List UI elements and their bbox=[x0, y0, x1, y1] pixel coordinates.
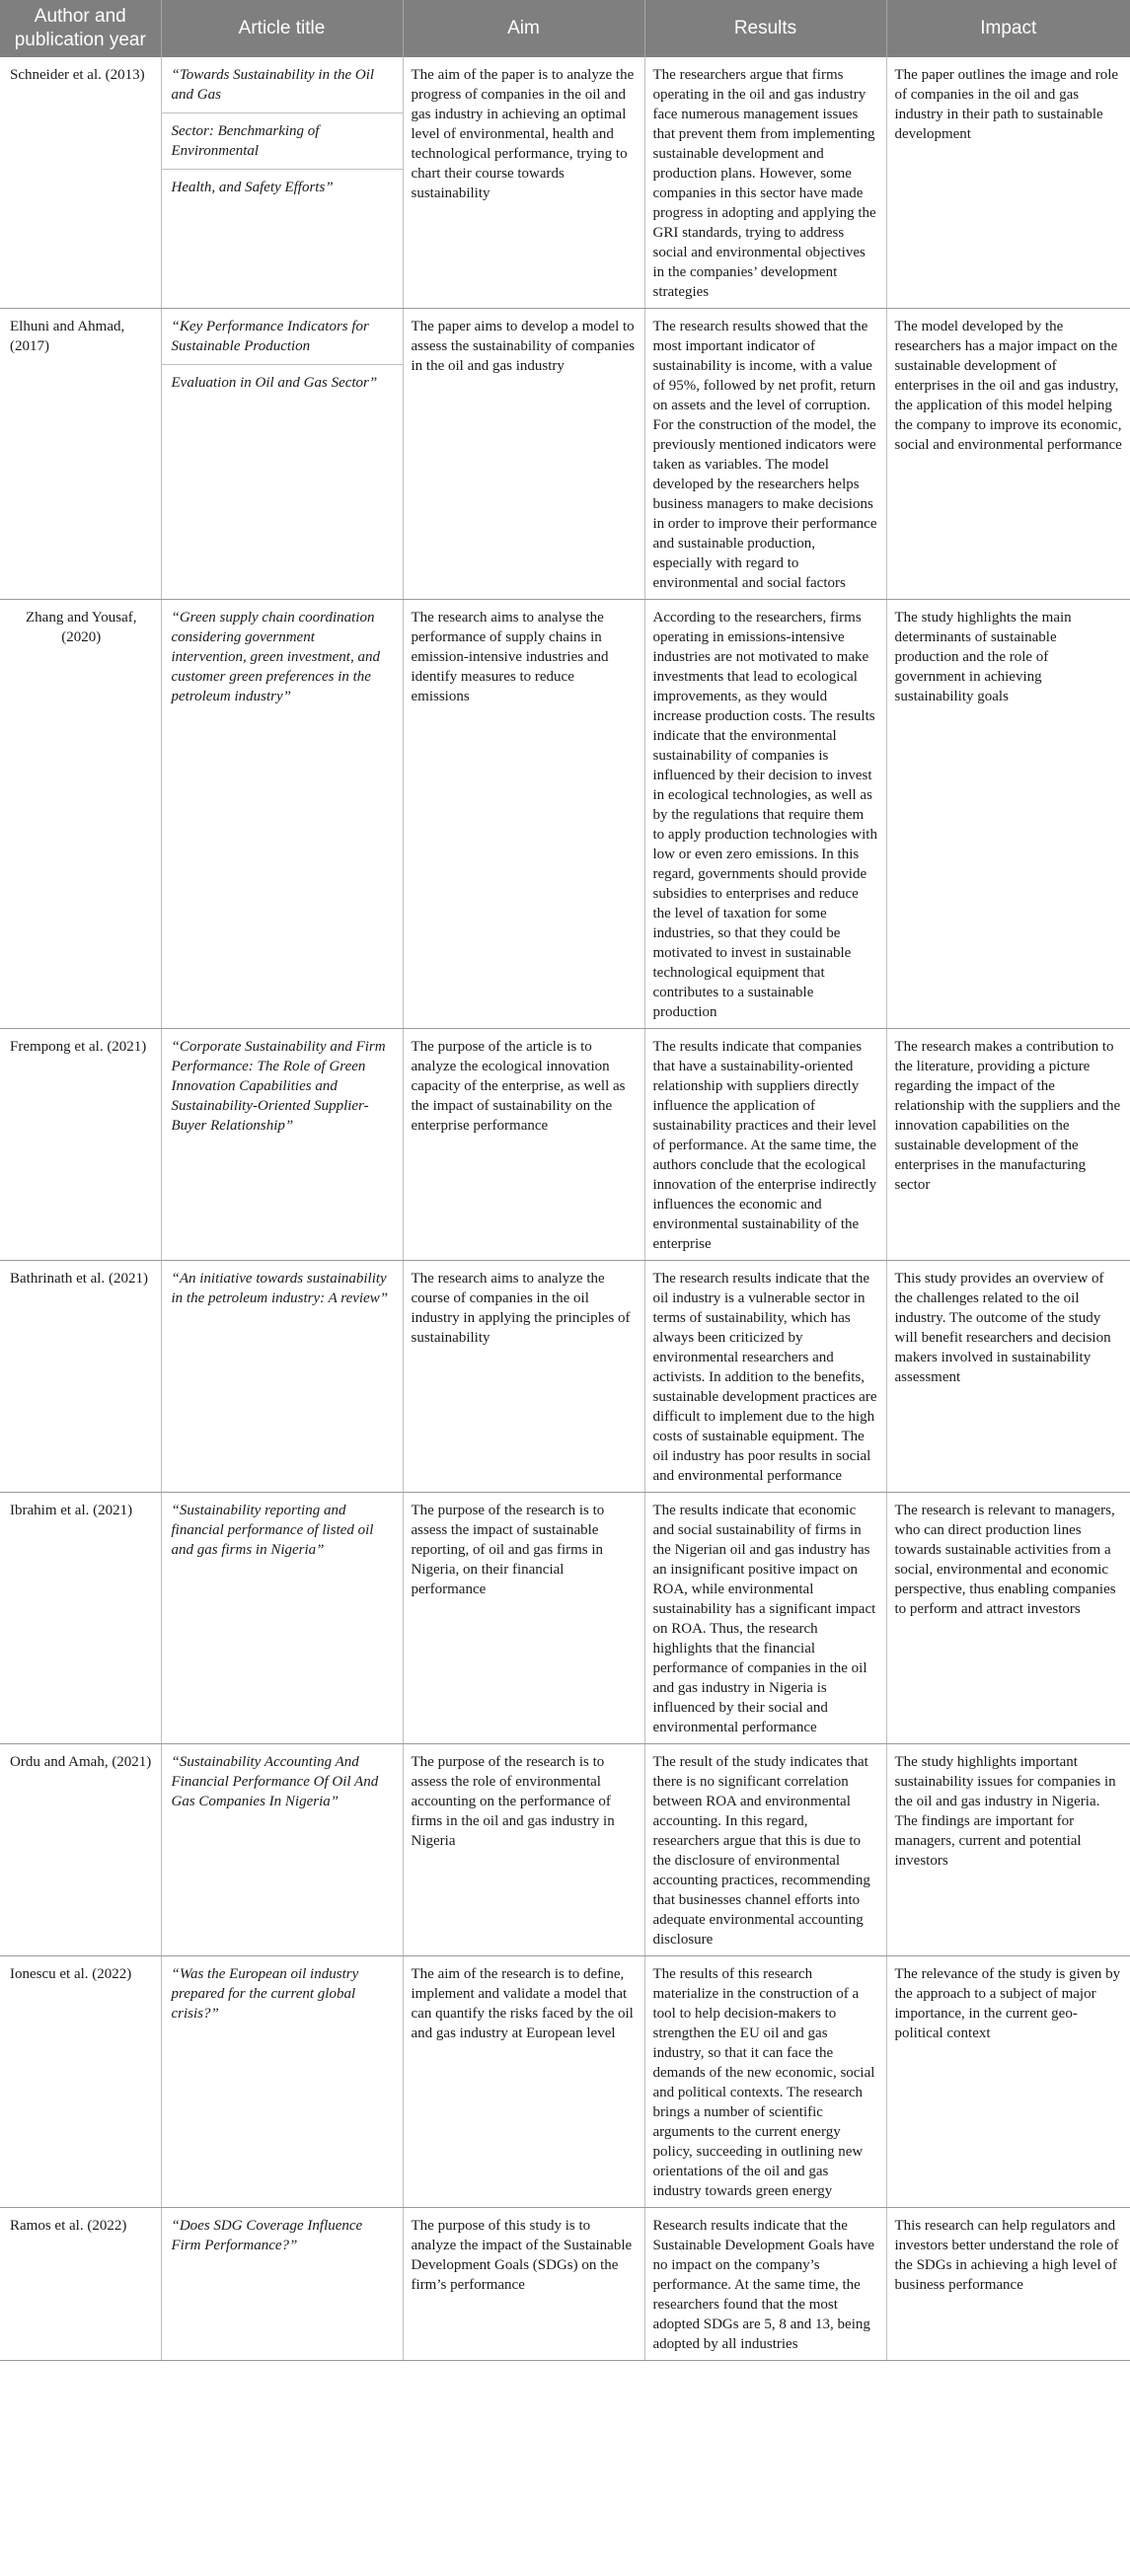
title-cell bbox=[161, 1956, 403, 2208]
table-row bbox=[0, 1744, 1130, 1956]
impact-cell: The paper outlines the image and role of companies in the oil and gas industry in their path to sustainable development bbox=[886, 57, 1130, 309]
table-row bbox=[0, 600, 1130, 1029]
title-cell bbox=[161, 1493, 403, 1744]
header-row bbox=[0, 0, 1130, 57]
author-cell: Bathrinath et al. (2021) bbox=[0, 1261, 161, 1493]
title-cell bbox=[161, 57, 403, 309]
aim-cell: The aim of the research is to define, implement and validate a model that can quantify the risks faced by the oil and gas industry at European level bbox=[403, 1956, 644, 2208]
impact-cell: The model developed by the researchers has a major impact on the sustainable development of enterprises in the oil and gas industry, the application of this model helping the company to improve its economic, social and environmental performance bbox=[886, 309, 1130, 600]
results-cell: Research results indicate that the Sustainable Development Goals have no impact on the company’s performance. At the same time, the researchers found that the most adopted SDGs are 5, 8 and 13, being adopted by all industries bbox=[644, 2208, 886, 2361]
aim-cell: The research aims to analyse the performance of supply chains in emission-intensive industries and identify measures to reduce emissions bbox=[403, 600, 644, 1029]
impact-cell: The study highlights the main determinants of sustainable production and the role of government in achieving sustainability goals bbox=[886, 600, 1130, 1029]
table-row bbox=[0, 57, 1130, 309]
title-cell bbox=[161, 1744, 403, 1956]
header-results: Results bbox=[644, 0, 886, 57]
results-cell: According to the researchers, firms operating in emissions-intensive industries are not motivated to make investments that lead to ecological improvements, as they would increase production costs. The results indicate that the environmental sustainability of companies is influenced by their decision to invest in ecological technologies, as well as by the regulations that require them to apply production technologies with low or even zero emissions. In this regard, governments should provide subsidies to enterprises and reduce the level of taxation for some industries, so that they could be motivated to invest in sustainable technological equipment that contributes to a sustainable production bbox=[644, 600, 886, 1029]
header-impact: Impact bbox=[886, 0, 1130, 57]
author-cell: Zhang and Yousaf, (2020) bbox=[0, 600, 161, 1029]
author-cell: Frempong et al. (2021) bbox=[0, 1029, 161, 1261]
results-cell: The result of the study indicates that there is no significant correlation between ROA and environmental accounting. In this regard, researchers argue that this is due to the disclosure of environmental accounting practices, recommending that businesses channel efforts into adequate environmental accounting disclosure bbox=[644, 1744, 886, 1956]
title-cell bbox=[161, 1029, 403, 1261]
impact-cell: The research makes a contribution to the literature, providing a picture regarding the impact of the relationship with the suppliers and the innovation capabilities on the sustainable development of the enterprises in the manufacturing sector bbox=[886, 1029, 1130, 1261]
title-part: “Was the European oil industry prepared for the current global crisis?” bbox=[171, 1966, 359, 2022]
author-cell: Ramos et al. (2022) bbox=[0, 2208, 161, 2361]
title-part: Sector: Benchmarking of Environmental bbox=[162, 112, 403, 169]
table-body bbox=[0, 57, 1130, 2361]
impact-cell: This study provides an overview of the challenges related to the oil industry. The outcome of the study will benefit researchers and decision makers involved in sustainability assessment bbox=[886, 1261, 1130, 1493]
aim-cell: The purpose of the research is to assess the role of environmental accounting on the performance of firms in the oil and gas industry in Nigeria bbox=[403, 1744, 644, 1956]
title-part: “Corporate Sustainability and Firm Performance: The Role of Green Innovation Capabilities and Sustainability-Oriented Supplier-Buyer Relationship” bbox=[171, 1039, 386, 1134]
table-row bbox=[0, 309, 1130, 600]
impact-cell: The relevance of the study is given by the approach to a subject of major importance, in the current geo-political context bbox=[886, 1956, 1130, 2208]
results-cell: The results of this research materialize in the construction of a tool to help decision-makers to strengthen the EU oil and gas industry, so that it can face the demands of the new economic, social and political contexts. The research brings a number of scientific arguments to the current energy policy, succeeding in outlining new orientations of the oil and gas industry towards green energy bbox=[644, 1956, 886, 2208]
header-aim: Aim bbox=[403, 0, 644, 57]
author-cell: Elhuni and Ahmad, (2017) bbox=[0, 309, 161, 600]
header-author: Author and publication year bbox=[0, 0, 161, 57]
title-part: “Does SDG Coverage Influence Firm Performance?” bbox=[171, 2218, 363, 2253]
table-row bbox=[0, 1261, 1130, 1493]
results-cell: The researchers argue that firms operating in the oil and gas industry face numerous management issues that prevent them from implementing sustainable development and production plans. However, some companies in this sector have made progress in adopting and applying the GRI standards, trying to address social and environmental objectives in the companies’ development strategies bbox=[644, 57, 886, 309]
title-part: Evaluation in Oil and Gas Sector” bbox=[162, 364, 403, 401]
title-part: “Towards Sustainability in the Oil and Gas bbox=[171, 67, 375, 103]
aim-cell: The purpose of this study is to analyze the impact of the Sustainable Development Goals (SDGs) on the firm’s performance bbox=[403, 2208, 644, 2361]
title-part: “Green supply chain coordination considering government intervention, green investment, and customer green preferences in the petroleum industry” bbox=[171, 610, 380, 704]
table-row bbox=[0, 2208, 1130, 2361]
impact-cell: The research is relevant to managers, who can direct production lines towards sustainable activities from a social, environmental and economic perspective, thus enabling companies to perform and attract investors bbox=[886, 1493, 1130, 1744]
aim-cell: The aim of the paper is to analyze the progress of companies in the oil and gas industry in achieving an optimal level of environmental, health and technological performance, trying to chart their course towards sustainability bbox=[403, 57, 644, 309]
table-row bbox=[0, 1029, 1130, 1261]
impact-cell: This research can help regulators and investors better understand the role of the SDGs in achieving a high level of business performance bbox=[886, 2208, 1130, 2361]
author-cell: Ordu and Amah, (2021) bbox=[0, 1744, 161, 1956]
title-cell bbox=[161, 309, 403, 600]
author-cell: Ibrahim et al. (2021) bbox=[0, 1493, 161, 1744]
aim-cell: The purpose of the article is to analyze the ecological innovation capacity of the enterprise, as well as the impact of sustainability on the enterprise performance bbox=[403, 1029, 644, 1261]
table-row bbox=[0, 1956, 1130, 2208]
aim-cell: The purpose of the research is to assess the impact of sustainable reporting, of oil and gas firms in Nigeria, on their financial performance bbox=[403, 1493, 644, 1744]
author-cell: Ionescu et al. (2022) bbox=[0, 1956, 161, 2208]
table-header bbox=[0, 0, 1130, 57]
impact-cell: The study highlights important sustainability issues for companies in the oil and gas industry in Nigeria. The findings are important for managers, current and potential investors bbox=[886, 1744, 1130, 1956]
title-part: “Sustainability reporting and financial performance of listed oil and gas firms in Nigeria” bbox=[171, 1503, 374, 1558]
title-part: Health, and Safety Efforts” bbox=[162, 169, 403, 205]
title-part: “Sustainability Accounting And Financial Performance Of Oil And Gas Companies In Nigeria” bbox=[171, 1754, 379, 1809]
results-cell: The results indicate that economic and social sustainability of firms in the Nigerian oil and gas industry has an insignificant positive impact on ROA, while environmental sustainability has a significant impact on ROA. Thus, the research highlights that the financial performance of companies in the oil and gas industry in Nigeria is influenced by their social and environmental performance bbox=[644, 1493, 886, 1744]
title-part: “An initiative towards sustainability in the petroleum industry: A review” bbox=[171, 1271, 389, 1306]
aim-cell: The research aims to analyze the course of companies in the oil industry in applying the principles of sustainability bbox=[403, 1261, 644, 1493]
results-cell: The research results showed that the most important indicator of sustainability is income, with a value of 95%, followed by net profit, return on assets and the level of corruption. For the construction of the model, the previously mentioned indicators were taken as variables. The model developed by the researchers helps business managers to make decisions in order to improve their performance and sustainable production, especially with regard to environmental and social factors bbox=[644, 309, 886, 600]
title-cell bbox=[161, 600, 403, 1029]
results-cell: The results indicate that companies that have a sustainability-oriented relationship with suppliers directly influence the application of sustainability practices and their level of performance. At the same time, the authors conclude that the ecological innovation of the enterprise indirectly influences the economic and environmental sustainability of the enterprise bbox=[644, 1029, 886, 1261]
results-cell: The research results indicate that the oil industry is a vulnerable sector in terms of sustainability, which has always been criticized by environmental researchers and activists. In addition to the benefits, sustainable development practices are difficult to implement due to the high costs of sustainable equipment. The oil industry has poor results in social and environmental performance bbox=[644, 1261, 886, 1493]
table-row bbox=[0, 1493, 1130, 1744]
title-cell bbox=[161, 2208, 403, 2361]
author-cell: Schneider et al. (2013) bbox=[0, 57, 161, 309]
header-article-title: Article title bbox=[161, 0, 403, 57]
aim-cell: The paper aims to develop a model to assess the sustainability of companies in the oil and gas industry bbox=[403, 309, 644, 600]
title-part: “Key Performance Indicators for Sustainable Production bbox=[171, 319, 369, 354]
title-cell bbox=[161, 1261, 403, 1493]
